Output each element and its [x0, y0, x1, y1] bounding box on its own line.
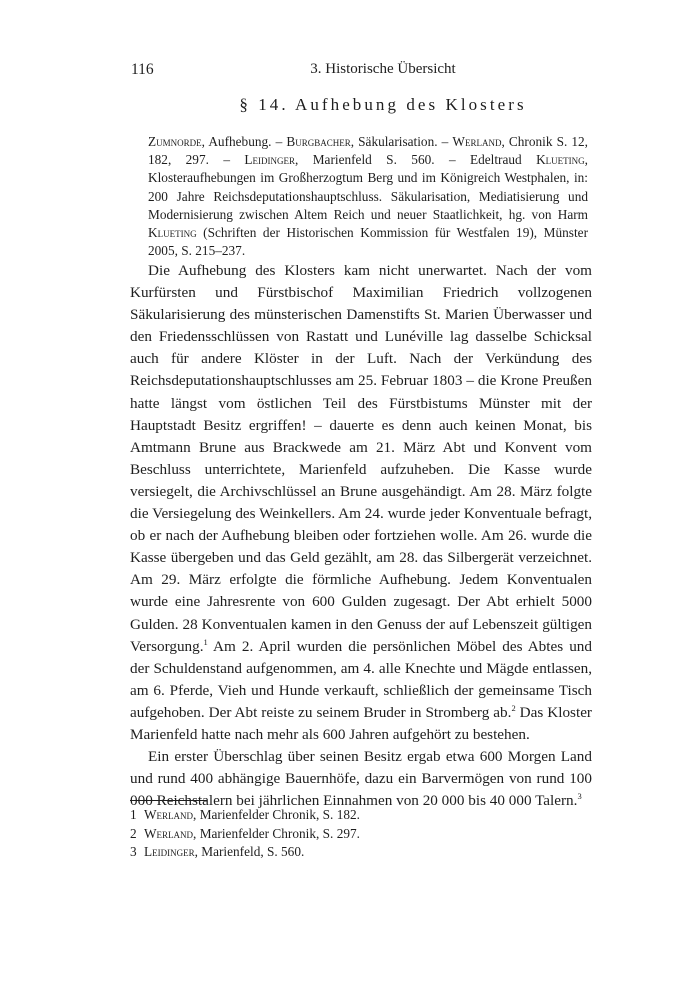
biblio-text: , Chronik S. 12, 182, 297. –: [148, 134, 589, 168]
running-head: 3. Historische Übersicht: [310, 61, 456, 77]
footnote-ref[interactable]: 3: [577, 791, 582, 802]
biblio-text: , Marienfeld S. 560. – Edeltraud: [295, 152, 537, 168]
footnote-divider: [130, 800, 207, 801]
paragraph: [130, 260, 592, 746]
footnote-text: , Marienfelder Chronik, S. 182.: [193, 807, 360, 822]
biblio-text: , Klosteraufhebungen im Großherzogtum Berg und im Königreich Westphalen, in: 200 Jahre Reichsdeputationshauptschluss. Säkularisation, Mediatisierung und Modernisierung zwischen Altem Reich und neuer Staatlichkeit, hg. von Harm: [148, 152, 588, 222]
paragraph-text: Das Kloster Marienfeld hatte nach mehr als 600 Jahren aufgehört zu bestehen.: [130, 703, 592, 743]
biblio-author: Zumnorde: [148, 134, 202, 149]
footnote-author: Werland: [144, 807, 194, 822]
footnote-number: 2: [130, 825, 137, 841]
footnotes: [130, 806, 592, 862]
page-number: 116: [131, 61, 154, 78]
footnote-author: Leidinger: [144, 844, 195, 859]
footnote-text: , Marienfelder Chronik, S. 297.: [193, 825, 360, 841]
paragraph-text: Am 2. April wurden die persönlichen Möbel des Abtes und der Schuldenstand aufgenommen, am 4. alle Knechte und Mägde entlassen, am 6. Pferde, Vieh und Hunde verkauft, schließlich der gemeinsame Tisch aufgehoben. Der Abt reiste zu seinem Bruder in Stromberg ab.: [130, 637, 592, 721]
footnote-number: 1: [130, 807, 137, 822]
biblio-text: , Säkularisation. –: [350, 134, 453, 149]
biblio-author: Klueting: [536, 152, 585, 168]
footnote: [130, 843, 592, 862]
paragraph: [130, 746, 592, 812]
biblio-author: Burgbacher: [286, 134, 351, 149]
biblio-author: Klueting: [148, 225, 197, 241]
footnote-ref[interactable]: 2: [511, 702, 516, 713]
footnote: [130, 825, 592, 844]
paragraph-text: Ein erster Überschlag über seinen Besitz ergab etwa 600 Morgen Land und rund 400 abhängige Bauernhöfe, dazu ein Barvermögen von rund 100 000 Reichstalern bei jährlichen Einnahmen von 20 000 bis 40 000 Talern.: [130, 748, 592, 810]
paragraph-text: Die Aufhebung des Klosters kam nicht unerwartet. Nach der vom Kurfürsten und Fürstbischof Maximilian Friedrich vollzogenen Säkularisierung des münsterischen Damenstifts St. Marien Überwasser und den Friedensschlüssen von Rastatt und Lunéville lag dasselbe Schicksal auch für andere Klöster in der Luft. Nach der Verkündung des Reichsdeputationshauptschlusses am 25. Februar 1803 – die Krone Preußen hatte längst vom östlichen Teil des Fürstbistums Münster mit der Hauptstadt Besitz ergriffen! – dauerte es denn auch keinen Monat, bis Amtmann Brune aus Brackwede am 21. März Abt und Konvent vom Beschluss unterrichtete, Marienfeld aufzuheben. Die Kasse wurde versiegelt, die Archivschlüssel an Brune ausgehändigt. Am 28. März folgte die Versiegelung des Weinkellers. Am 24. wurde jeder Konventuale befragt, ob er nach der Aufhebung bleiben oder fortziehen wolle. Am 26. wurde die Kasse übergeben und das Geld gezählt, am 28. das Silbergerät verzeichnet. Am 29. März erfolgte die förmliche Aufhebung. Jedem Konventualen wurde eine Jahresrente von 600 Gulden zugesagt. Der Abt erhielt 5000 Gulden. 28 Konventualen kamen in den Genuss der auf Lebenszeit gültigen Versorgung.: [130, 262, 592, 655]
footnote-author: Werland: [144, 825, 194, 841]
footnote-text: , Marienfeld, S. 560.: [194, 844, 305, 859]
biblio-text: , Aufhebung. –: [201, 134, 287, 149]
bibliography-block: [148, 133, 588, 260]
biblio-text: (Schriften der Historischen Kommission für Westfalen 19), Münster 2005, S. 215–237.: [148, 225, 588, 259]
footnote: [130, 806, 592, 825]
section-title: § 14. Aufhebung des Klosters: [239, 95, 527, 114]
footnote-ref[interactable]: 1: [203, 636, 208, 647]
biblio-author: Leidinger: [244, 152, 295, 168]
biblio-author: Werland: [452, 134, 502, 149]
footnote-number: 3: [130, 844, 137, 859]
body-text: [130, 260, 592, 812]
